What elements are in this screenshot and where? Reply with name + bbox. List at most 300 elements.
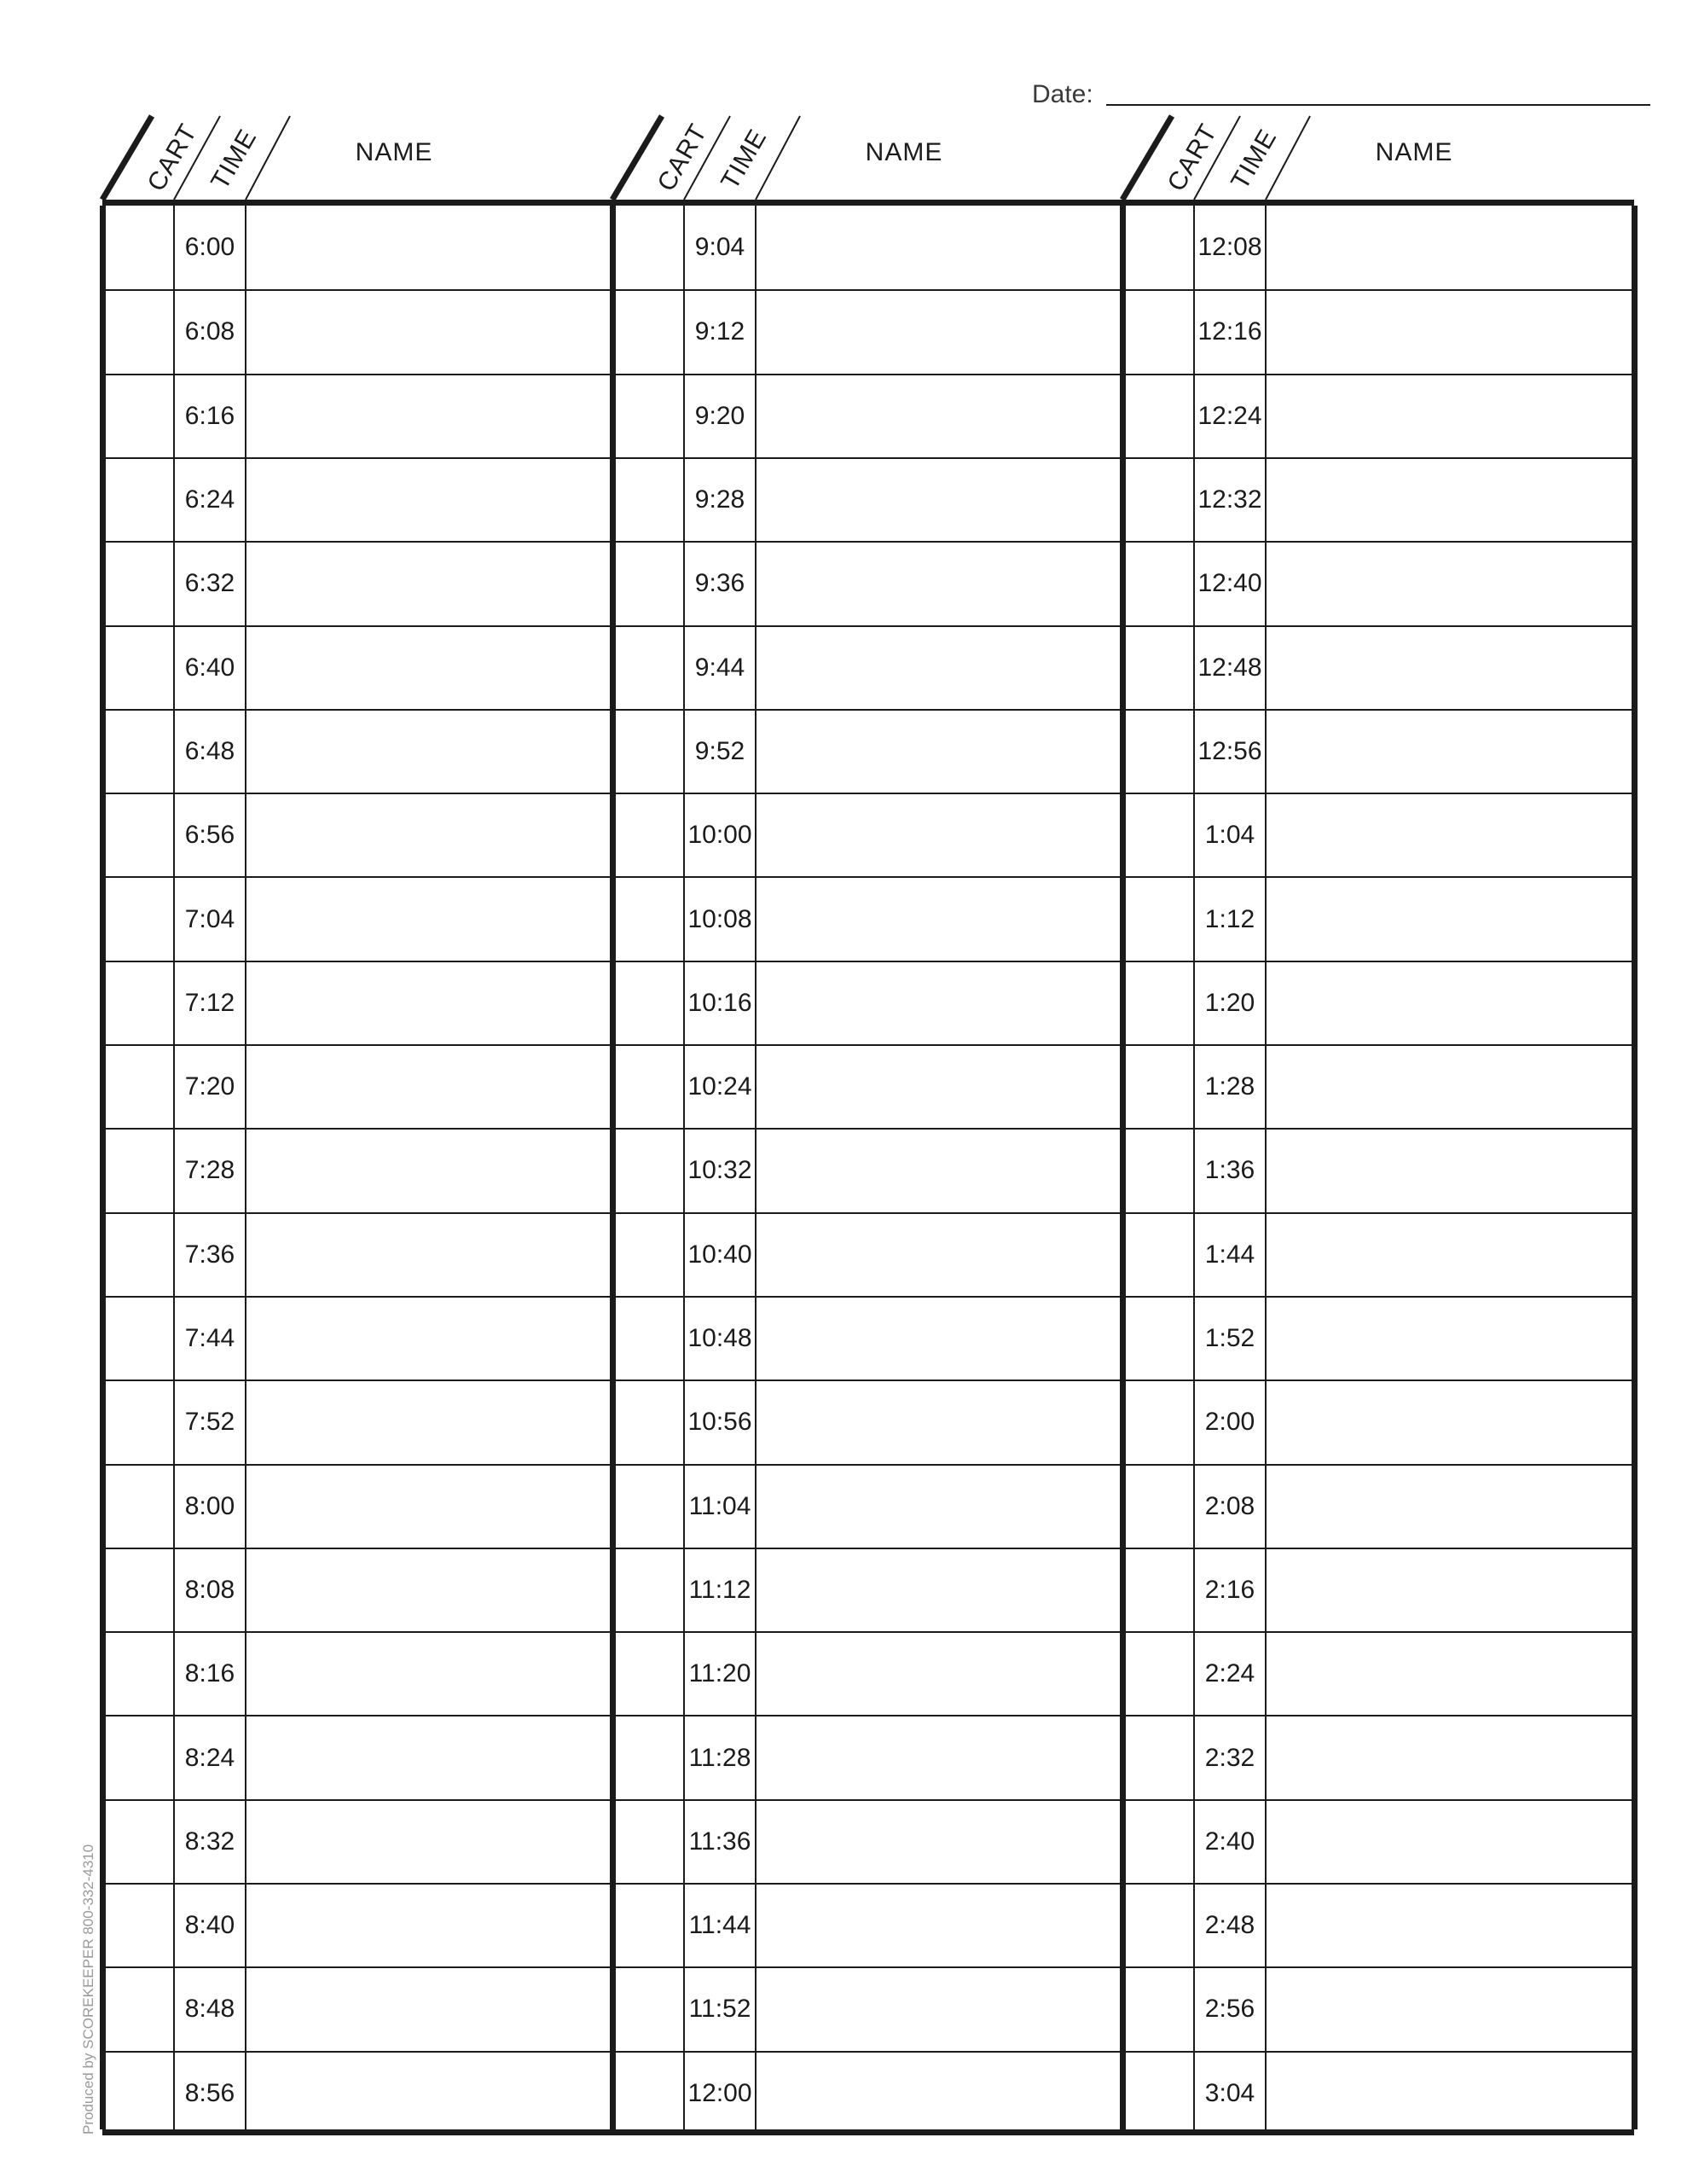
tee-time-row xyxy=(102,541,614,624)
block-right-border xyxy=(1632,206,1638,2129)
block-left-border xyxy=(610,206,616,2129)
name-cell[interactable] xyxy=(246,1968,614,2050)
name-cell[interactable] xyxy=(1266,794,1634,876)
cart-cell[interactable] xyxy=(1122,794,1194,876)
cart-column-header: CART xyxy=(652,119,713,196)
name-cell[interactable] xyxy=(1266,1968,1634,2050)
name-cell[interactable] xyxy=(756,1466,1124,1548)
tee-time-row xyxy=(1122,541,1634,624)
cart-cell[interactable] xyxy=(102,1298,174,1380)
tee-time-row xyxy=(612,1212,1124,1296)
time-cell: 11:04 xyxy=(688,1491,751,1520)
cart-cell[interactable] xyxy=(612,1968,684,2050)
name-cell[interactable] xyxy=(1266,1801,1634,1883)
name-cell[interactable] xyxy=(756,543,1124,624)
schedule-block-2 xyxy=(612,111,1124,2137)
name-cell[interactable] xyxy=(1266,1716,1634,1798)
name-cell[interactable] xyxy=(246,1298,614,1380)
tee-time-row xyxy=(102,206,614,289)
time-cell: 7:04 xyxy=(184,904,235,933)
time-cell: 6:40 xyxy=(184,653,235,682)
time-cell: 10:00 xyxy=(687,821,752,850)
name-cell[interactable] xyxy=(756,1130,1124,1211)
cart-cell[interactable] xyxy=(612,878,684,960)
tee-time-row xyxy=(102,1966,614,2050)
name-column-header: NAME xyxy=(1375,138,1453,166)
cart-cell[interactable] xyxy=(102,1549,174,1631)
name-cell[interactable] xyxy=(1266,206,1634,289)
tee-time-row xyxy=(1122,1548,1634,1631)
cart-cell[interactable] xyxy=(102,543,174,624)
name-cell[interactable] xyxy=(1266,291,1634,373)
tee-time-grid xyxy=(612,200,1124,2135)
tee-time-row xyxy=(612,289,1124,373)
cart-cell[interactable] xyxy=(102,1214,174,1296)
name-cell[interactable] xyxy=(246,1381,614,1463)
name-cell[interactable] xyxy=(756,1381,1124,1463)
tee-time-row xyxy=(1122,1128,1634,1211)
tee-time-row xyxy=(1122,2051,1634,2135)
cart-cell[interactable] xyxy=(612,1381,684,1463)
tee-time-row xyxy=(1122,876,1634,960)
cart-cell[interactable] xyxy=(1122,1633,1194,1715)
name-cell[interactable] xyxy=(756,794,1124,876)
cart-cell[interactable] xyxy=(612,627,684,709)
time-cell: 10:48 xyxy=(687,1324,752,1353)
cart-cell[interactable] xyxy=(612,962,684,1044)
tee-time-row xyxy=(1122,1380,1634,1463)
producer-credit: Produced by SCOREKEEPER 800-332-4310 xyxy=(80,1844,96,2135)
tee-time-grid xyxy=(102,200,614,2135)
time-cell: 12:08 xyxy=(1197,233,1262,262)
cart-cell[interactable] xyxy=(1122,1130,1194,1211)
time-cell: 2:32 xyxy=(1204,1743,1255,1772)
time-cell: 2:00 xyxy=(1204,1408,1255,1437)
cart-cell[interactable] xyxy=(612,459,684,541)
name-cell[interactable] xyxy=(1266,543,1634,624)
name-cell[interactable] xyxy=(246,459,614,541)
cart-cell[interactable] xyxy=(612,1046,684,1128)
tee-time-row xyxy=(102,1212,614,1296)
time-cell: 11:44 xyxy=(688,1911,751,1940)
tee-time-row xyxy=(1122,709,1634,793)
time-cell: 7:52 xyxy=(184,1408,235,1437)
tee-time-row xyxy=(1122,1883,1634,1966)
name-cell[interactable] xyxy=(246,1716,614,1798)
time-cell: 10:24 xyxy=(687,1072,752,1101)
tee-time-row xyxy=(102,1044,614,1128)
time-cell: 1:20 xyxy=(1204,988,1255,1017)
time-cell: 9:04 xyxy=(694,233,745,262)
cart-cell[interactable] xyxy=(102,291,174,373)
cart-cell[interactable] xyxy=(612,1466,684,1548)
name-cell[interactable] xyxy=(756,627,1124,709)
cart-cell[interactable] xyxy=(1122,1214,1194,1296)
time-cell: 1:52 xyxy=(1204,1324,1255,1353)
tee-time-row xyxy=(102,1799,614,1883)
tee-time-row xyxy=(102,1548,614,1631)
name-cell[interactable] xyxy=(1266,1549,1634,1631)
tee-time-row xyxy=(612,1464,1124,1548)
time-cell: 11:36 xyxy=(688,1827,751,1856)
time-cell: 9:12 xyxy=(694,317,745,346)
cart-cell[interactable] xyxy=(612,1298,684,1380)
cart-cell[interactable] xyxy=(612,1885,684,1966)
tee-time-row xyxy=(612,961,1124,1044)
schedule-block-1 xyxy=(102,111,614,2137)
schedule-block-3 xyxy=(1122,111,1634,2137)
cart-cell[interactable] xyxy=(102,1466,174,1548)
tee-time-row xyxy=(1122,1715,1634,1798)
tee-time-row xyxy=(102,374,614,457)
cart-cell[interactable] xyxy=(102,1968,174,2050)
cart-cell[interactable] xyxy=(612,375,684,457)
time-cell: 10:16 xyxy=(687,988,752,1017)
name-cell[interactable] xyxy=(246,2053,614,2135)
name-cell[interactable] xyxy=(246,962,614,1044)
tee-time-row xyxy=(102,876,614,960)
tee-time-row xyxy=(102,1296,614,1380)
date-field-line[interactable] xyxy=(1106,104,1650,106)
name-cell[interactable] xyxy=(1266,711,1634,793)
tee-time-row xyxy=(102,961,614,1044)
cart-cell[interactable] xyxy=(612,1801,684,1883)
cart-cell[interactable] xyxy=(102,1381,174,1463)
cart-cell[interactable] xyxy=(612,1214,684,1296)
tee-time-row xyxy=(612,1044,1124,1128)
tee-time-row xyxy=(102,1128,614,1211)
column-header xyxy=(1122,111,1634,200)
cart-cell[interactable] xyxy=(612,711,684,793)
name-cell[interactable] xyxy=(246,375,614,457)
tee-time-row xyxy=(612,374,1124,457)
tee-time-row xyxy=(612,876,1124,960)
cart-cell[interactable] xyxy=(102,1633,174,1715)
header-slash-1 xyxy=(612,116,662,200)
name-cell[interactable] xyxy=(246,1046,614,1128)
name-cell[interactable] xyxy=(1266,962,1634,1044)
name-cell[interactable] xyxy=(246,1466,614,1548)
cart-cell[interactable] xyxy=(102,878,174,960)
name-cell[interactable] xyxy=(246,878,614,960)
tee-time-row xyxy=(102,1715,614,1798)
name-cell[interactable] xyxy=(1266,878,1634,960)
cart-cell[interactable] xyxy=(1122,1716,1194,1798)
time-cell: 12:24 xyxy=(1197,401,1262,430)
name-cell[interactable] xyxy=(1266,1885,1634,1966)
name-cell[interactable] xyxy=(1266,375,1634,457)
name-cell[interactable] xyxy=(246,543,614,624)
column-divider-2 xyxy=(755,206,757,2129)
cart-cell[interactable] xyxy=(612,1633,684,1715)
cart-cell[interactable] xyxy=(1122,1801,1194,1883)
time-cell: 12:00 xyxy=(687,2078,752,2107)
cart-cell[interactable] xyxy=(1122,627,1194,709)
time-cell: 10:08 xyxy=(687,904,752,933)
name-cell[interactable] xyxy=(1266,1381,1634,1463)
time-cell: 11:28 xyxy=(688,1743,751,1772)
time-cell: 9:44 xyxy=(694,653,745,682)
cart-cell[interactable] xyxy=(1122,459,1194,541)
cart-cell[interactable] xyxy=(612,2053,684,2135)
name-cell[interactable] xyxy=(756,1214,1124,1296)
header-slash-1 xyxy=(1122,116,1172,200)
tee-time-grid xyxy=(1122,200,1634,2135)
tee-time-row xyxy=(102,1380,614,1463)
cart-cell[interactable] xyxy=(102,206,174,289)
tee-time-row xyxy=(1122,1631,1634,1715)
name-cell[interactable] xyxy=(246,1214,614,1296)
name-cell[interactable] xyxy=(756,1633,1124,1715)
time-cell: 8:48 xyxy=(184,1995,235,2024)
tee-time-row xyxy=(1122,1464,1634,1548)
cart-column-header: CART xyxy=(142,119,203,196)
time-cell: 6:08 xyxy=(184,317,235,346)
tee-time-row xyxy=(612,1799,1124,1883)
time-cell: 10:32 xyxy=(687,1156,752,1185)
cart-cell[interactable] xyxy=(102,627,174,709)
time-cell: 8:00 xyxy=(184,1491,235,1520)
tee-time-row xyxy=(102,289,614,373)
tee-time-row xyxy=(612,1631,1124,1715)
cart-cell[interactable] xyxy=(1122,1381,1194,1463)
name-cell[interactable] xyxy=(246,1801,614,1883)
cart-cell[interactable] xyxy=(1122,206,1194,289)
name-cell[interactable] xyxy=(756,206,1124,289)
cart-cell[interactable] xyxy=(612,206,684,289)
cart-cell[interactable] xyxy=(102,459,174,541)
tee-time-row xyxy=(102,457,614,541)
name-cell[interactable] xyxy=(246,1549,614,1631)
time-cell: 11:52 xyxy=(688,1995,751,2024)
name-cell[interactable] xyxy=(756,375,1124,457)
column-divider-2 xyxy=(1265,206,1267,2129)
time-cell: 2:16 xyxy=(1204,1575,1255,1604)
cart-cell[interactable] xyxy=(1122,1298,1194,1380)
cart-cell[interactable] xyxy=(1122,375,1194,457)
cart-column-header: CART xyxy=(1162,119,1223,196)
time-cell: 1:04 xyxy=(1204,821,1255,850)
name-cell[interactable] xyxy=(756,1885,1124,1966)
time-cell: 11:12 xyxy=(688,1575,751,1604)
tee-time-row xyxy=(612,457,1124,541)
cart-cell[interactable] xyxy=(1122,543,1194,624)
time-cell: 9:20 xyxy=(694,401,745,430)
tee-time-row xyxy=(612,541,1124,624)
cart-cell[interactable] xyxy=(102,1801,174,1883)
tee-time-row xyxy=(102,1883,614,1966)
name-cell[interactable] xyxy=(756,291,1124,373)
time-cell: 9:52 xyxy=(694,736,745,765)
cart-cell[interactable] xyxy=(1122,878,1194,960)
time-cell: 2:08 xyxy=(1204,1491,1255,1520)
cart-cell[interactable] xyxy=(612,543,684,624)
time-cell: 9:28 xyxy=(694,485,745,514)
time-cell: 6:56 xyxy=(184,821,235,850)
cart-cell[interactable] xyxy=(1122,1885,1194,1966)
cart-cell[interactable] xyxy=(1122,962,1194,1044)
time-column-header: TIME xyxy=(716,124,773,195)
name-column-header: NAME xyxy=(865,138,943,166)
time-cell: 12:56 xyxy=(1197,736,1262,765)
cart-cell[interactable] xyxy=(1122,1968,1194,2050)
time-cell: 1:44 xyxy=(1204,1240,1255,1269)
time-cell: 3:04 xyxy=(1204,2078,1255,2107)
time-cell: 7:44 xyxy=(184,1324,235,1353)
cart-cell[interactable] xyxy=(102,2053,174,2135)
cart-cell[interactable] xyxy=(612,291,684,373)
tee-time-row xyxy=(102,709,614,793)
cart-cell[interactable] xyxy=(102,962,174,1044)
tee-time-row xyxy=(102,1631,614,1715)
name-cell[interactable] xyxy=(1266,627,1634,709)
name-cell[interactable] xyxy=(756,1298,1124,1380)
time-cell: 12:32 xyxy=(1197,485,1262,514)
name-cell[interactable] xyxy=(756,459,1124,541)
cart-cell[interactable] xyxy=(612,794,684,876)
tee-time-row xyxy=(1122,1044,1634,1128)
time-cell: 8:24 xyxy=(184,1743,235,1772)
name-cell[interactable] xyxy=(246,794,614,876)
time-cell: 6:48 xyxy=(184,736,235,765)
cart-cell[interactable] xyxy=(1122,711,1194,793)
time-cell: 6:24 xyxy=(184,485,235,514)
name-column-header: NAME xyxy=(355,138,433,166)
name-cell[interactable] xyxy=(1266,2053,1634,2135)
cart-cell[interactable] xyxy=(1122,1046,1194,1128)
time-cell: 2:24 xyxy=(1204,1659,1255,1688)
name-cell[interactable] xyxy=(246,1885,614,1966)
time-cell: 12:40 xyxy=(1197,569,1262,598)
name-cell[interactable] xyxy=(756,1801,1124,1883)
tee-time-row xyxy=(612,1883,1124,1966)
time-cell: 7:28 xyxy=(184,1156,235,1185)
cart-cell[interactable] xyxy=(102,711,174,793)
name-cell[interactable] xyxy=(756,1046,1124,1128)
time-cell: 8:32 xyxy=(184,1827,235,1856)
time-cell: 6:16 xyxy=(184,401,235,430)
time-cell: 9:36 xyxy=(694,569,745,598)
tee-time-row xyxy=(1122,1296,1634,1380)
cart-cell[interactable] xyxy=(1122,291,1194,373)
name-cell[interactable] xyxy=(1266,1214,1634,1296)
cart-cell[interactable] xyxy=(612,1549,684,1631)
tee-time-row xyxy=(1122,961,1634,1044)
tee-time-row xyxy=(612,1966,1124,2050)
cart-cell[interactable] xyxy=(102,1885,174,1966)
name-cell[interactable] xyxy=(246,627,614,709)
time-cell: 7:12 xyxy=(184,988,235,1017)
tee-time-row xyxy=(612,1548,1124,1631)
name-cell[interactable] xyxy=(1266,1130,1634,1211)
time-cell: 7:20 xyxy=(184,1072,235,1101)
cart-cell[interactable] xyxy=(102,1716,174,1798)
name-cell[interactable] xyxy=(1266,459,1634,541)
name-cell[interactable] xyxy=(246,711,614,793)
tee-time-row xyxy=(1122,206,1634,289)
name-cell[interactable] xyxy=(1266,1298,1634,1380)
tee-time-row xyxy=(102,625,614,709)
time-cell: 2:48 xyxy=(1204,1911,1255,1940)
cart-cell[interactable] xyxy=(612,1130,684,1211)
name-cell[interactable] xyxy=(756,711,1124,793)
cart-cell[interactable] xyxy=(102,794,174,876)
cart-cell[interactable] xyxy=(102,1130,174,1211)
time-cell: 8:16 xyxy=(184,1659,235,1688)
time-cell: 10:40 xyxy=(687,1240,752,1269)
tee-time-row xyxy=(612,709,1124,793)
cart-cell[interactable] xyxy=(102,1046,174,1128)
column-divider-1 xyxy=(173,206,175,2129)
name-cell[interactable] xyxy=(756,878,1124,960)
time-cell: 12:16 xyxy=(1197,317,1262,346)
header-slash-1 xyxy=(102,116,152,200)
tee-time-row xyxy=(102,2051,614,2135)
time-column-header: TIME xyxy=(1226,124,1283,195)
tee-time-row xyxy=(1122,289,1634,373)
name-cell[interactable] xyxy=(756,1716,1124,1798)
name-cell[interactable] xyxy=(246,1130,614,1211)
tee-time-row xyxy=(102,1464,614,1548)
name-cell[interactable] xyxy=(756,1968,1124,2050)
time-cell: 11:20 xyxy=(688,1659,751,1688)
time-cell: 2:56 xyxy=(1204,1995,1255,2024)
name-cell[interactable] xyxy=(246,291,614,373)
tee-time-row xyxy=(612,1128,1124,1211)
time-column-header: TIME xyxy=(206,124,263,195)
time-cell: 6:00 xyxy=(184,233,235,262)
cart-cell[interactable] xyxy=(1122,1549,1194,1631)
tee-time-row xyxy=(1122,374,1634,457)
column-divider-1 xyxy=(1193,206,1195,2129)
name-cell[interactable] xyxy=(246,206,614,289)
tee-time-row xyxy=(612,1296,1124,1380)
tee-time-row xyxy=(612,2051,1124,2135)
tee-time-row xyxy=(102,793,614,876)
tee-time-row xyxy=(1122,793,1634,876)
time-cell: 1:12 xyxy=(1204,904,1255,933)
tee-time-row xyxy=(612,206,1124,289)
tee-time-row xyxy=(1122,457,1634,541)
cart-cell[interactable] xyxy=(1122,1466,1194,1548)
column-divider-1 xyxy=(683,206,685,2129)
column-header xyxy=(102,111,614,200)
tee-time-row xyxy=(612,1715,1124,1798)
date-label: Date: xyxy=(1032,80,1093,108)
time-cell: 8:56 xyxy=(184,2078,235,2107)
name-cell[interactable] xyxy=(1266,1633,1634,1715)
column-header xyxy=(612,111,1124,200)
cart-cell[interactable] xyxy=(102,375,174,457)
time-cell: 8:40 xyxy=(184,1911,235,1940)
name-cell[interactable] xyxy=(1266,1046,1634,1128)
name-cell[interactable] xyxy=(246,1633,614,1715)
time-cell: 8:08 xyxy=(184,1575,235,1604)
tee-time-row xyxy=(612,793,1124,876)
cart-cell[interactable] xyxy=(612,1716,684,1798)
column-divider-2 xyxy=(245,206,246,2129)
name-cell[interactable] xyxy=(756,2053,1124,2135)
name-cell[interactable] xyxy=(1266,1466,1634,1548)
name-cell[interactable] xyxy=(756,962,1124,1044)
tee-time-row xyxy=(1122,1799,1634,1883)
cart-cell[interactable] xyxy=(1122,2053,1194,2135)
tee-time-row xyxy=(1122,625,1634,709)
name-cell[interactable] xyxy=(756,1549,1124,1631)
time-cell: 1:36 xyxy=(1204,1156,1255,1185)
tee-time-row xyxy=(1122,1212,1634,1296)
tee-time-row xyxy=(612,1380,1124,1463)
